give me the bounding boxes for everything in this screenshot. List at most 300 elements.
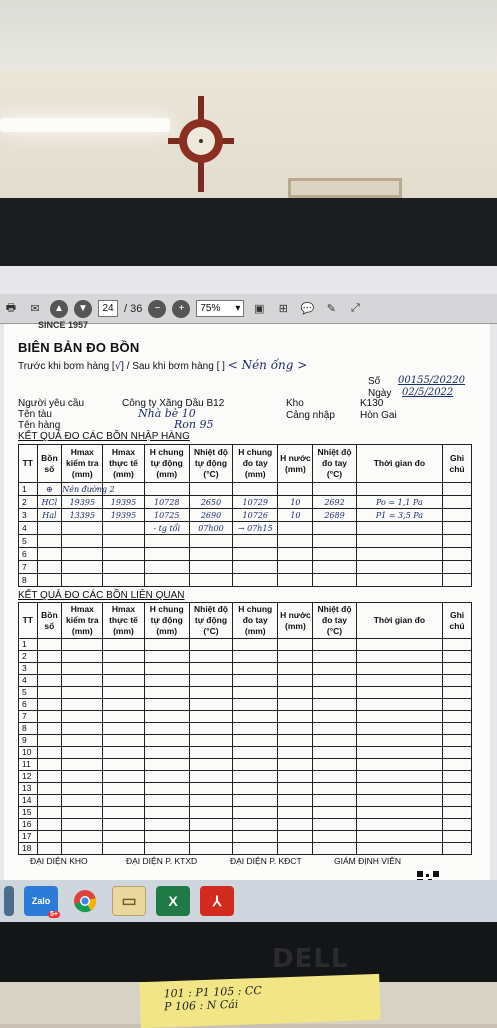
table-cell	[103, 651, 144, 663]
table-cell	[278, 843, 313, 855]
table-cell	[443, 639, 472, 651]
port-value: Hòn Gai	[360, 410, 397, 421]
zoom-select[interactable]	[196, 300, 244, 317]
table-cell	[278, 711, 313, 723]
so-label: Số	[368, 376, 381, 387]
table-cell	[37, 663, 62, 675]
table-cell	[62, 687, 103, 699]
table-cell: 6	[19, 548, 38, 561]
table-cell	[233, 747, 278, 759]
table-cell	[37, 807, 62, 819]
table-header: Nhiệt độ tự động (°C)	[189, 445, 232, 483]
ngay-label: Ngày	[368, 388, 392, 399]
table-cell	[103, 639, 144, 651]
section1-title: KẾT QUẢ ĐO CÁC BỒN NHẬP HÀNG	[18, 431, 190, 442]
table-cell	[144, 561, 189, 574]
table-cell: 2689	[313, 509, 356, 522]
table-cell	[313, 522, 356, 535]
table-cell	[103, 831, 144, 843]
table-cell	[37, 651, 62, 663]
table-cell	[62, 807, 103, 819]
table-cell	[62, 771, 103, 783]
table-row	[19, 807, 472, 819]
monitor-screen	[0, 266, 497, 886]
table-cell	[313, 771, 356, 783]
table-cell	[233, 771, 278, 783]
table-cell	[443, 843, 472, 855]
table-header: H chung tự động (mm)	[144, 603, 189, 639]
table-cell: 10726	[233, 509, 278, 522]
table-cell	[313, 795, 356, 807]
table-header: H nước (mm)	[278, 603, 313, 639]
table-cell: 19395	[62, 496, 103, 509]
monitor-bottom-bezel	[0, 922, 497, 982]
table-cell: 5	[19, 687, 38, 699]
table-cell: 13	[19, 783, 38, 795]
signature-kho: ĐẠI DIỆN KHO	[30, 856, 88, 866]
table-cell	[278, 687, 313, 699]
table-cell	[313, 819, 356, 831]
table-cell	[189, 639, 232, 651]
table-cell: 15	[19, 807, 38, 819]
table-cell	[233, 574, 278, 587]
table-cell: 19395	[103, 509, 144, 522]
table-cell	[103, 687, 144, 699]
table-cell	[356, 548, 442, 561]
start-button[interactable]	[4, 886, 14, 916]
table-cell	[144, 548, 189, 561]
table-cell	[189, 699, 232, 711]
table-cell	[144, 843, 189, 855]
table-row	[19, 819, 472, 831]
table-cell	[233, 711, 278, 723]
page-total: / 36	[124, 302, 143, 315]
table-cell	[443, 561, 472, 574]
table-cell	[189, 483, 232, 496]
table-cell	[103, 711, 144, 723]
table-cell	[37, 831, 62, 843]
table-cell: 4	[19, 675, 38, 687]
table-cell	[144, 807, 189, 819]
table-cell	[37, 723, 62, 735]
table-cell	[144, 723, 189, 735]
table-cell	[189, 548, 232, 561]
table-cell	[233, 561, 278, 574]
table-cell	[233, 535, 278, 548]
table-cell	[278, 759, 313, 771]
table-cell	[189, 535, 232, 548]
table-cell	[144, 783, 189, 795]
table-cell	[278, 735, 313, 747]
fit-width-icon[interactable]: ⊞	[278, 303, 288, 315]
table-cell	[313, 735, 356, 747]
section2-title: KẾT QUẢ ĐO CÁC BỒN LIÊN QUAN	[18, 590, 185, 601]
port-label: Cảng nhập	[286, 410, 335, 421]
table-cell	[356, 783, 442, 795]
table-cell: Hal	[37, 509, 62, 522]
ngay-value: 02/5/2022	[402, 387, 454, 398]
table-cell: 2650	[189, 496, 232, 509]
table-cell	[144, 535, 189, 548]
table-cell	[356, 747, 442, 759]
table-cell	[144, 675, 189, 687]
table-cell	[278, 574, 313, 587]
cargo-value: Ron 95	[174, 418, 214, 431]
after-note: < Nén ống >	[227, 358, 308, 372]
table-cell	[103, 561, 144, 574]
table-cell: 3	[19, 509, 38, 522]
table-cell	[62, 639, 103, 651]
table-cell	[443, 795, 472, 807]
table-cell	[443, 807, 472, 819]
chrome-icon	[73, 889, 97, 913]
table-cell	[189, 561, 232, 574]
page-number-input[interactable]: 24	[98, 300, 118, 317]
table-cell	[103, 759, 144, 771]
table-row	[19, 509, 472, 522]
table-row	[19, 735, 472, 747]
table-cell	[233, 675, 278, 687]
table-cell: 10729	[233, 496, 278, 509]
requester-label: Người yêu cầu	[18, 398, 85, 409]
table-cell: 2692	[313, 496, 356, 509]
table-cell	[233, 795, 278, 807]
table-cell	[189, 651, 232, 663]
table-cell	[103, 535, 144, 548]
table-cell	[443, 675, 472, 687]
zoom-out-icon[interactable]: −	[148, 300, 166, 318]
table-cell	[278, 663, 313, 675]
table-cell	[356, 819, 442, 831]
table-cell	[189, 831, 232, 843]
table-cell	[278, 675, 313, 687]
table-cell	[356, 687, 442, 699]
table-row	[19, 831, 472, 843]
table-header: H chung đo tay (mm)	[233, 445, 278, 483]
table-cell: 7	[19, 561, 38, 574]
table-cell	[356, 574, 442, 587]
table-cell	[189, 771, 232, 783]
excel-icon: X	[168, 893, 178, 909]
table-cell	[37, 771, 62, 783]
table-cell	[233, 651, 278, 663]
table-cell	[37, 759, 62, 771]
table-cell	[37, 819, 62, 831]
table-cell	[356, 843, 442, 855]
table-cell	[103, 699, 144, 711]
table-header: Hmax thực tế (mm)	[103, 445, 144, 483]
table-cell	[313, 711, 356, 723]
table-cell	[233, 735, 278, 747]
table-cell	[233, 548, 278, 561]
folder-icon: ▭	[121, 893, 137, 910]
table-cell: 16	[19, 819, 38, 831]
table-row	[19, 795, 472, 807]
table-cell	[313, 483, 356, 496]
comment-icon[interactable]: 💬	[300, 303, 315, 315]
table-cell	[443, 663, 472, 675]
table-cell	[443, 771, 472, 783]
table-cell	[144, 747, 189, 759]
table-cell	[356, 723, 442, 735]
table-cell	[37, 711, 62, 723]
table-cell: 19395	[103, 496, 144, 509]
table-cell	[278, 783, 313, 795]
cargo-label: Tên hàng	[18, 420, 61, 431]
table-cell: 13395	[62, 509, 103, 522]
table-cell	[356, 561, 442, 574]
table-cell	[356, 699, 442, 711]
table-cell	[278, 723, 313, 735]
table-row	[19, 483, 472, 496]
table-row	[19, 535, 472, 548]
table-cell: P1 = 3,5 Pa	[356, 509, 442, 522]
table-cell	[443, 535, 472, 548]
zalo-app-button[interactable]	[24, 886, 58, 916]
table-cell	[62, 675, 103, 687]
table-header: H chung đo tay (mm)	[233, 603, 278, 639]
table-cell	[189, 807, 232, 819]
table-cell	[443, 711, 472, 723]
table-header: H nước (mm)	[278, 445, 313, 483]
zoom-in-icon[interactable]: +	[172, 300, 190, 318]
table-header: Ghi chú	[443, 603, 472, 639]
table-cell	[278, 548, 313, 561]
table-cell	[37, 639, 62, 651]
table-cell	[313, 651, 356, 663]
table-header: Hmax kiểm tra (mm)	[62, 603, 103, 639]
table-cell: 2	[19, 651, 38, 663]
print-icon[interactable]: 🖶	[5, 302, 17, 314]
expand-icon[interactable]: ⤢	[350, 302, 360, 314]
table-cell	[189, 663, 232, 675]
table-cell	[62, 522, 103, 535]
table-cell	[233, 759, 278, 771]
fit-page-icon[interactable]: ▣	[254, 303, 265, 315]
table-cell	[37, 548, 62, 561]
table-cell	[443, 723, 472, 735]
table-cell	[443, 831, 472, 843]
before-label: Trước khi bơm hàng [	[18, 361, 115, 372]
table-row	[19, 699, 472, 711]
table-cell	[313, 699, 356, 711]
table-cell	[443, 651, 472, 663]
table-cell	[103, 807, 144, 819]
table-cell	[313, 548, 356, 561]
after-label: ] / Sau khi bơm hàng [ ]	[121, 361, 225, 372]
table-header: TT	[19, 445, 38, 483]
table-cell: 10725	[144, 509, 189, 522]
table-cell	[189, 783, 232, 795]
table-row	[19, 843, 472, 855]
table-cell	[313, 759, 356, 771]
table-cell	[37, 783, 62, 795]
table-row	[19, 687, 472, 699]
table-cell: 18	[19, 843, 38, 855]
table-cell	[278, 795, 313, 807]
page-up-icon[interactable]: ▲	[50, 300, 68, 318]
table-cell	[443, 783, 472, 795]
table-row	[19, 496, 472, 509]
table-cell	[144, 795, 189, 807]
sticky-line-1: 101 : P1 105 : CC	[163, 983, 262, 1001]
pdf-page	[4, 320, 490, 886]
table-cell	[62, 747, 103, 759]
table-cell	[356, 771, 442, 783]
table-cell	[103, 522, 144, 535]
table-cell: 1	[19, 639, 38, 651]
ship-wheel-clock	[168, 96, 234, 192]
table-cell	[189, 795, 232, 807]
table-cell	[37, 795, 62, 807]
table-cell	[37, 735, 62, 747]
kho-label: Kho	[286, 398, 304, 409]
table-header: H chung tự động (mm)	[144, 445, 189, 483]
table-cell	[443, 687, 472, 699]
table-cell	[356, 759, 442, 771]
table-cell	[233, 783, 278, 795]
table-cell	[233, 687, 278, 699]
table-cell	[62, 651, 103, 663]
table-cell	[144, 687, 189, 699]
table-header: TT	[19, 603, 38, 639]
table-cell	[313, 574, 356, 587]
table-cell	[443, 496, 472, 509]
table-cell	[62, 759, 103, 771]
table-cell	[356, 639, 442, 651]
table-cell	[37, 675, 62, 687]
table-cell	[144, 819, 189, 831]
table-row	[19, 574, 472, 587]
company-logo: SINCE 1957	[38, 320, 89, 330]
table-cell: ⊕	[37, 483, 62, 496]
table-cell: - tg tổi	[144, 522, 189, 535]
table-cell: 12	[19, 771, 38, 783]
table-cell	[144, 831, 189, 843]
intake-tanks-table	[18, 444, 472, 587]
sign-icon[interactable]: ✎	[326, 303, 336, 315]
table-cell	[313, 639, 356, 651]
table-cell: → 07h15	[233, 522, 278, 535]
table-cell	[443, 509, 472, 522]
table-cell	[103, 675, 144, 687]
table-cell: 2690	[189, 509, 232, 522]
table-cell	[443, 819, 472, 831]
table-row	[19, 548, 472, 561]
table-cell	[233, 843, 278, 855]
table-cell: 6	[19, 699, 38, 711]
table-cell	[189, 675, 232, 687]
table-row	[19, 651, 472, 663]
table-header: Nhiệt độ đo tay (°C)	[313, 603, 356, 639]
signature-kdct: ĐẠI DIỆN P. KĐCT	[230, 856, 302, 866]
table-cell	[144, 574, 189, 587]
table-cell	[356, 807, 442, 819]
table-cell	[443, 735, 472, 747]
excel-app-button[interactable]	[156, 886, 190, 916]
before-check: √	[114, 361, 122, 372]
table-cell	[313, 807, 356, 819]
sticky-note	[139, 974, 380, 1028]
table-cell: 10	[19, 747, 38, 759]
table-cell	[313, 783, 356, 795]
table-cell	[313, 687, 356, 699]
table-cell: 11	[19, 759, 38, 771]
table-cell: 4	[19, 522, 38, 535]
table-cell	[278, 535, 313, 548]
zoom-value: 75%	[200, 303, 221, 314]
table-header: Bồn số	[37, 445, 62, 483]
table-cell: Po = 1,1 Pa	[356, 496, 442, 509]
table-cell	[278, 699, 313, 711]
monitor-brand-logo: DELL	[272, 944, 349, 974]
table-cell: 1	[19, 483, 38, 496]
table-cell	[313, 663, 356, 675]
table-header: Ghi chú	[443, 445, 472, 483]
table-cell	[103, 735, 144, 747]
page-down-icon[interactable]: ▼	[74, 300, 92, 318]
table-cell	[278, 522, 313, 535]
ship-label: Tên tàu	[18, 409, 52, 420]
pdf-app-button[interactable]	[200, 886, 234, 916]
email-icon[interactable]: ✉	[30, 303, 40, 315]
table-header: Hmax kiểm tra (mm)	[62, 445, 103, 483]
table-cell: 2	[19, 496, 38, 509]
table-cell	[278, 771, 313, 783]
table-cell	[313, 843, 356, 855]
table-cell	[189, 711, 232, 723]
table-cell	[313, 723, 356, 735]
chrome-app-button[interactable]	[68, 886, 102, 916]
table-cell	[233, 819, 278, 831]
file-explorer-button[interactable]	[112, 886, 146, 916]
table-cell	[278, 807, 313, 819]
table-header: Nhiệt độ đo tay (°C)	[313, 445, 356, 483]
table-cell	[233, 663, 278, 675]
table-cell: HCl	[37, 496, 62, 509]
table-cell	[233, 723, 278, 735]
table-cell	[189, 574, 232, 587]
table-cell	[443, 699, 472, 711]
table-cell	[313, 535, 356, 548]
table-cell	[62, 561, 103, 574]
table-header: Thời gian đo	[356, 445, 442, 483]
table-cell	[278, 639, 313, 651]
wall	[0, 70, 497, 205]
table-cell	[103, 574, 144, 587]
table-cell	[37, 747, 62, 759]
table-header: Thời gian đo	[356, 603, 442, 639]
table-row	[19, 561, 472, 574]
requester-value: Công ty Xăng Dầu B12	[122, 398, 225, 409]
table-cell	[233, 639, 278, 651]
table-row	[19, 771, 472, 783]
table-cell	[62, 535, 103, 548]
table-header: Hmax thực tế (mm)	[103, 603, 144, 639]
kho-value: K130	[360, 398, 384, 409]
table-cell	[189, 819, 232, 831]
table-cell	[356, 663, 442, 675]
table-cell	[278, 483, 313, 496]
signature-ktxd: ĐẠI DIỆN P. KTXD	[126, 856, 198, 866]
table-cell	[189, 759, 232, 771]
table-cell	[144, 663, 189, 675]
zalo-badge: 5+	[50, 911, 58, 918]
table-cell	[356, 795, 442, 807]
table-cell	[62, 831, 103, 843]
table-cell	[356, 675, 442, 687]
taskbar	[0, 880, 497, 922]
